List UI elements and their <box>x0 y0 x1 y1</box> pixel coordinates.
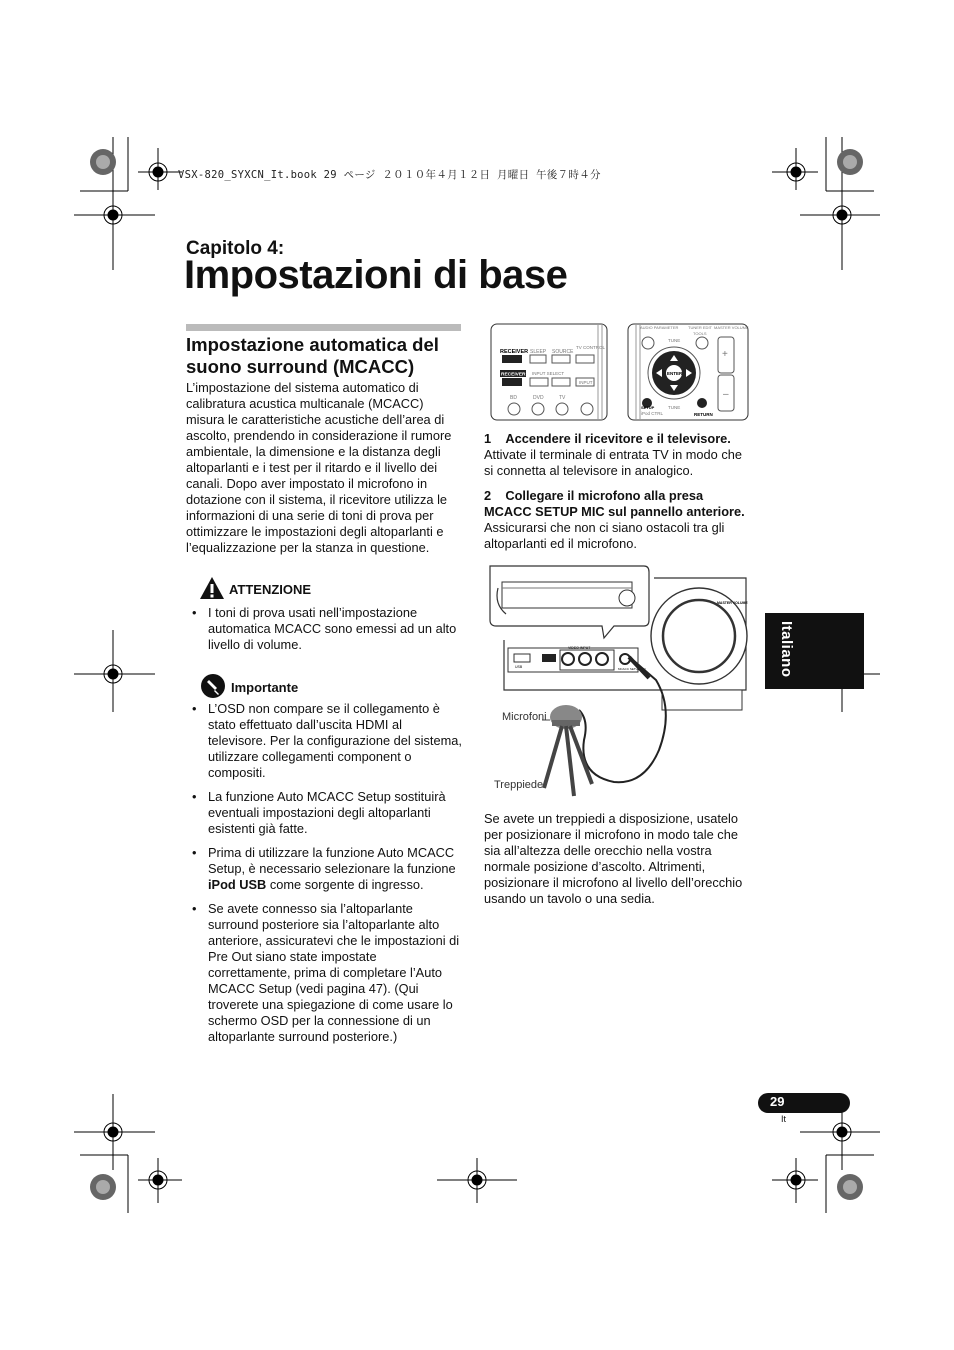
step-heading-text: Collegare il microfono alla presa MCACC SETUP MIC sul pannello anteriore. <box>484 488 745 519</box>
language-tab-label <box>765 613 864 689</box>
important-item-bold: iPod USB <box>208 877 267 892</box>
step-2-heading <box>484 488 754 520</box>
chapter-label: Capitolo 4: <box>186 238 285 259</box>
svg-text:+: + <box>722 349 728 360</box>
page-language: It <box>781 1114 787 1124</box>
tv-control-label: TV CONTROL <box>576 345 606 350</box>
video-input-text: VIDEO INPUT <box>568 646 591 650</box>
master-volume-label: MASTER VOLUME <box>714 325 749 330</box>
setup-label: SETUP <box>641 405 655 410</box>
mcacc-setup-mic-text: MCACC SETUP MIC <box>618 667 647 671</box>
step-number: 1 <box>484 431 492 446</box>
section-intro: L’impostazione del sistema automatico di calibratura acustica multicanale (MCACC) misura le caratteristiche acustiche dell’area di ascolto, prendendo in considerazione il rumore ambientale, la dimensione e la distanza degli altoparlanti e i test per il ritardo e il livello dei canali. Dopo aver impostato il microfono in dotazione con il sistema, il ricevitore utilizza le informazioni di una serie di toni di prova per ottimizzare le impostazioni degli altoparlanti e l’equalizzazione per la stanza in questione. <box>186 380 452 555</box>
sleep-label: SLEEP <box>530 349 547 355</box>
page-number: 29 <box>770 1094 785 1109</box>
svg-text:–: – <box>723 389 729 400</box>
important-heading: Importante <box>231 680 299 695</box>
warning-list <box>186 605 462 657</box>
warning-item: • I toni di prova usati nell’impostazione automatica MCACC sono emessi ad un alto livello di volume. <box>186 605 462 653</box>
input-label: INPUT <box>579 380 593 385</box>
receiver-label: RECEIVER <box>500 349 529 355</box>
step-heading-text: Accendere il ricevitore e il televisore. <box>505 431 731 446</box>
file-header: VSX-820_SYXCN_It.book 29 ページ ２０１０年４月１２日 月曜日 午後７時４分 <box>178 169 601 181</box>
important-item: • L’OSD non compare se il collegamento è stato effettuato dall’uscita HDMI al televisore. Per la configurazione del sistema, utilizzare collegamenti component o compositi. <box>186 701 462 781</box>
tune-label: TUNE <box>668 338 681 343</box>
important-item <box>186 845 462 893</box>
tuner-edit-label: TUNER EDIT <box>688 325 712 330</box>
receiver-badge: RECEIVER <box>501 372 526 378</box>
bd-label: BD <box>510 395 517 401</box>
step-1-heading <box>484 431 754 447</box>
tv-label: TV <box>559 395 566 401</box>
ipod-ctrl-label: iPod CTRL <box>641 411 664 416</box>
important-list <box>186 701 462 1049</box>
input-select-label: INPUT SELECT <box>532 371 565 376</box>
remote-control-figure <box>490 323 750 421</box>
important-icon <box>200 673 226 699</box>
step-2-text: Assicurarsi che non ci siano ostacoli tra gli altoparlanti ed il microfono. <box>484 520 725 551</box>
usb-text: USB <box>515 665 523 669</box>
section-divider <box>186 324 461 331</box>
tools-label: TOOLS <box>693 331 707 336</box>
step-1-text: Attivate il terminale di entrata TV in modo che si connetta al televisore in analogico. <box>484 447 742 478</box>
warning-icon <box>199 576 225 600</box>
important-item: • Se avete connesso sia l’altoparlante surround posteriore sia l’altoparlante alto anteriore, assicuratevi che le impostazioni di Pre Out siano state impostate correttamente, prima di completare l’Auto MCACC Setup (vedi pagina 47). (Qui troverete una spiegazione di come usare lo schermo OSD per la connessione di un altoparlante surround posteriore.) <box>186 901 462 1045</box>
step-2 <box>484 488 754 552</box>
important-item-text: come sorgente di ingresso. <box>266 877 424 892</box>
microphone-label: Microfoni <box>502 711 547 723</box>
warning-heading: ATTENZIONE <box>229 582 312 597</box>
receiver-microphone-figure <box>484 560 754 800</box>
important-item-text: Prima di utilizzare la funzione Auto MCACC Setup, è necessario selezionare la funzione <box>208 845 456 876</box>
step-1 <box>484 431 754 479</box>
tripod-label: Treppiede <box>494 779 544 791</box>
important-item: • La funzione Auto MCACC Setup sostituirà eventuali impostazioni degli altoparlanti esistenti già fatte. <box>186 789 462 837</box>
step-number: 2 <box>484 488 492 503</box>
dvd-label: DVD <box>533 395 544 401</box>
master-volume-text: MASTER VOLUME <box>717 601 748 605</box>
section-title: Impostazione automatica del suono surround (MCACC) <box>186 334 439 377</box>
return-label: RETURN <box>694 412 713 417</box>
page-title: Impostazioni di base <box>184 253 568 297</box>
closing-text: Se avete un treppiedi a disposizione, usatelo per posizionare il microfono in modo tale che sia all’altezza delle orecchio nella vostra normale posizione d’ascolto. Altrimenti, posizionare il microfono al livello dell’orecchio usando un tavolo o una sedia. <box>484 811 743 906</box>
language-tab-text: Italiano <box>778 621 795 678</box>
source-label: SOURCE <box>552 349 574 355</box>
audio-parameter-label: AUDIO PARAMETER <box>640 325 679 330</box>
tune-label-bottom: TUNE <box>668 405 681 410</box>
enter-label: ENTER <box>667 371 683 376</box>
